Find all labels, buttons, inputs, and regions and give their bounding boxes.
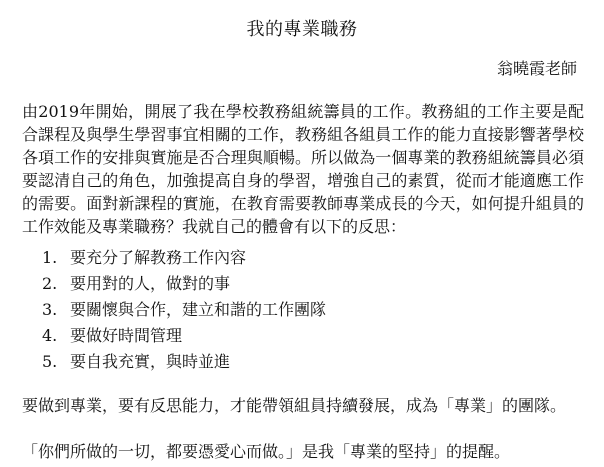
list-item-number: 2. [42,274,58,293]
list-item-text: 要做好時間管理 [70,326,183,345]
list-item-text: 要充分了解教務工作內容 [70,248,247,267]
list-item-number: 3. [42,300,58,319]
list-item-text: 要用對的人，做對的事 [70,274,231,293]
list-item-number: 5. [42,352,58,371]
closing-paragraph-2: 「你們所做的一切，都要憑愛心而做。」是我「專業的堅持」的提醒。 [22,442,511,461]
list-item [42,271,542,297]
list-item-text: 要自我充實，與時並進 [70,352,231,371]
closing-paragraph-1: 要做到專業，要有反思能力，才能帶領組員持續發展，成為「專業」的團隊。 [22,396,567,415]
intro-paragraph: 由2019年開始，開展了我在學校教務組統籌員的工作。教務組的工作主要是配合課程及與學生學習事宜相關的工作，教務組各組員工作的能力直接影響著學校各項工作的安排與實施是否合理與順暢。所以做為一個專業的教務組統籌員必須要認清自己的角色，加強提高自身的學習，增強自己的素質，從而才能適應工作的需要。面對新課程的實施，在教育需要教師專業成長的今天，如何提升組員的工作效能及專業職務？我就自己的體會有以下的反思： [22,102,584,236]
author-name: 翁曉霞老師 [496,59,577,78]
list-item-text: 要關懷與合作，建立和諧的工作團隊 [70,300,327,319]
list-item [42,297,542,323]
list-item-number: 4. [42,326,58,345]
list-item [42,245,542,271]
list-item [42,323,542,349]
list-item [42,349,542,375]
reflection-list [42,245,542,375]
document-title: 我的專業職務 [246,19,358,40]
list-item-number: 1. [42,248,58,267]
